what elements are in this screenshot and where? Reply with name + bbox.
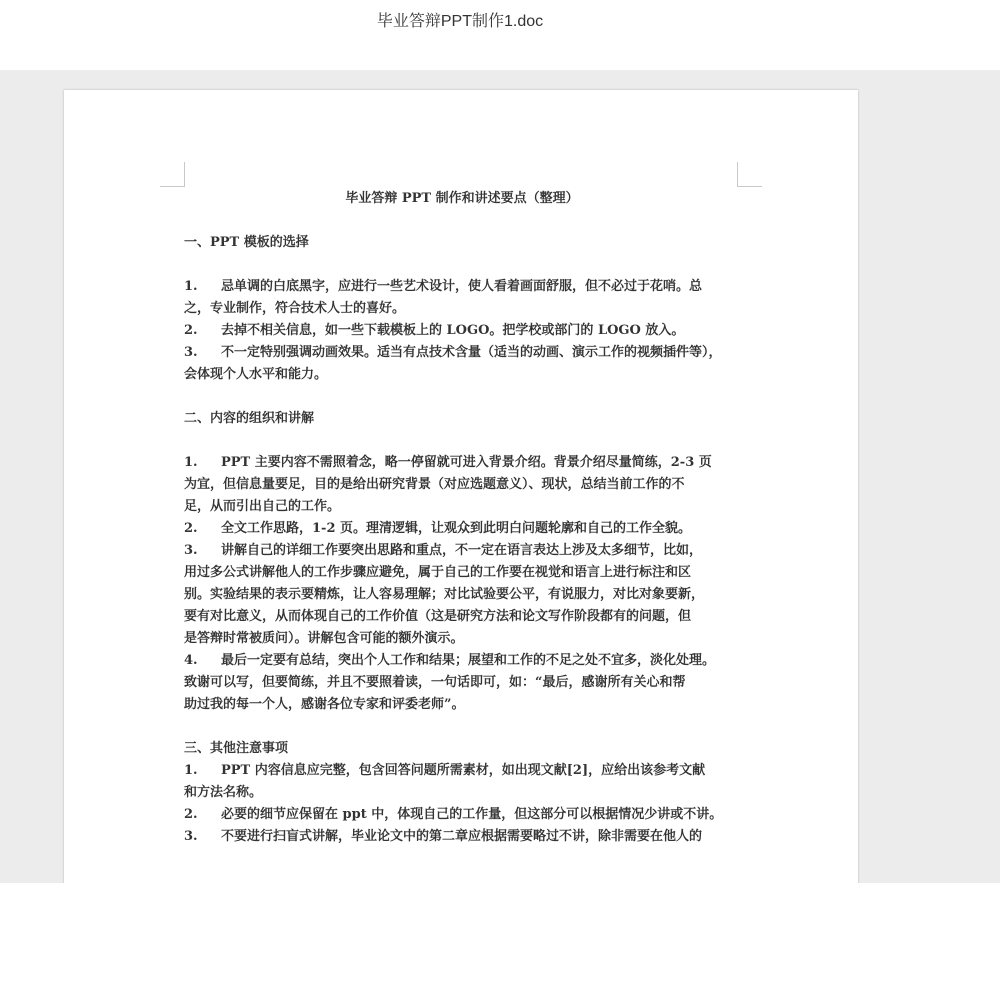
item-text-line: 是答辩时常被质问）。讲解包含可能的额外演示。 [184, 631, 464, 646]
item-text-line: 为宜，但信息量要足，目的是给出研究背景（对应选题意义）、现状，总结当前工作的不 [184, 477, 685, 492]
list-item [184, 650, 740, 672]
document-viewer[interactable] [0, 70, 1000, 883]
item-text: 讲解自己的详细工作要突出思路和重点，不一定在语言表达上涉及太多细节，比如， [221, 543, 703, 558]
title-bar [0, 0, 1000, 70]
item-number: 4. [184, 653, 198, 668]
section-title: 二、内容的组织和讲解 [184, 411, 315, 426]
item-text-line: 会体现个人水平和能力。 [184, 367, 328, 382]
item-text-line: 要有对比意义，从而体现自己的工作价值（这是研究方法和论文写作阶段都有的问题，但 [184, 609, 692, 624]
item-number: 3. [184, 829, 198, 844]
list-item [184, 276, 740, 298]
item-text-line: 助过我的每一个人，感谢各位专家和评委老师”。 [184, 697, 465, 712]
item-text: 忌单调的白底黑字，应进行一些艺术设计，使人看着画面舒服，但不必过于花哨。总 [221, 279, 703, 294]
list-item [184, 804, 740, 826]
list-item [184, 540, 740, 562]
list-item [184, 518, 740, 540]
item-text: 最后一定要有总结，突出个人工作和结果；展望和工作的不足之处不宜多，淡化处理。 [221, 653, 716, 668]
document-heading: 毕业答辩 PPT 制作和讲述要点（整理） [345, 191, 579, 206]
document-title: 毕业答辩PPT制作1.doc [376, 13, 544, 30]
item-number: 2. [184, 521, 198, 536]
list-item [184, 342, 740, 364]
list-item [184, 760, 740, 782]
item-text-line: 别。实验结果的表示要精炼，让人容易理解；对比试验要公平，有说服力，对比对象要新， [184, 587, 705, 602]
bottom-blank-area [0, 883, 1000, 990]
item-number: 2. [184, 323, 198, 338]
item-text-line: 致谢可以写，但要简练，并且不要照着读，一句话即可，如：“最后，感谢所有关心和帮 [184, 675, 686, 690]
item-text: PPT 内容信息应完整，包含回答问题所需素材，如出现文献[2]，应给出该参考文献 [221, 763, 706, 778]
margin-corner-top-right [737, 162, 762, 187]
item-text-line: 和方法名称。 [184, 785, 263, 800]
section-title: 一、PPT 模板的选择 [184, 235, 309, 250]
item-text: 不一定特别强调动画效果。适当有点技术含量（适当的动画、演示工作的视频插件等）， [221, 345, 722, 360]
item-number: 3. [184, 345, 198, 360]
list-item [184, 826, 740, 848]
item-text-line: 用过多公式讲解他人的工作步骤应避免，属于自己的工作要在视觉和语言上进行标注和区 [184, 565, 692, 580]
item-number: 1. [184, 455, 198, 470]
list-item [184, 452, 740, 474]
item-number: 1. [184, 763, 198, 778]
item-number: 2. [184, 807, 198, 822]
section-title: 三、其他注意事项 [184, 741, 289, 756]
item-text: 必要的细节应保留在 ppt 中，体现自己的工作量，但这部分可以根据情况少讲或不讲。 [221, 807, 723, 822]
item-text: 去掉不相关信息，如一些下载模板上的 LOGO。把学校或部门的 LOGO 放入。 [221, 323, 685, 338]
item-text: 不要进行扫盲式讲解，毕业论文中的第二章应根据需要略过不讲，除非需要在他人的 [221, 829, 703, 844]
item-text-line: 足，从而引出自己的工作。 [184, 499, 341, 514]
item-text-line: 之，专业制作，符合技术人士的喜好。 [184, 301, 406, 316]
document-page [64, 90, 858, 883]
list-item [184, 320, 740, 342]
document-body [184, 188, 740, 848]
item-number: 3. [184, 543, 198, 558]
item-text: 全文工作思路，1-2 页。理清逻辑，让观众到此明白问题轮廓和自己的工作全貌。 [221, 521, 692, 536]
item-number: 1. [184, 279, 198, 294]
margin-corner-top-left [160, 162, 185, 187]
item-text: PPT 主要内容不需照着念，略一停留就可进入背景介绍。背景介绍尽量简练，2-3 页 [221, 455, 712, 470]
